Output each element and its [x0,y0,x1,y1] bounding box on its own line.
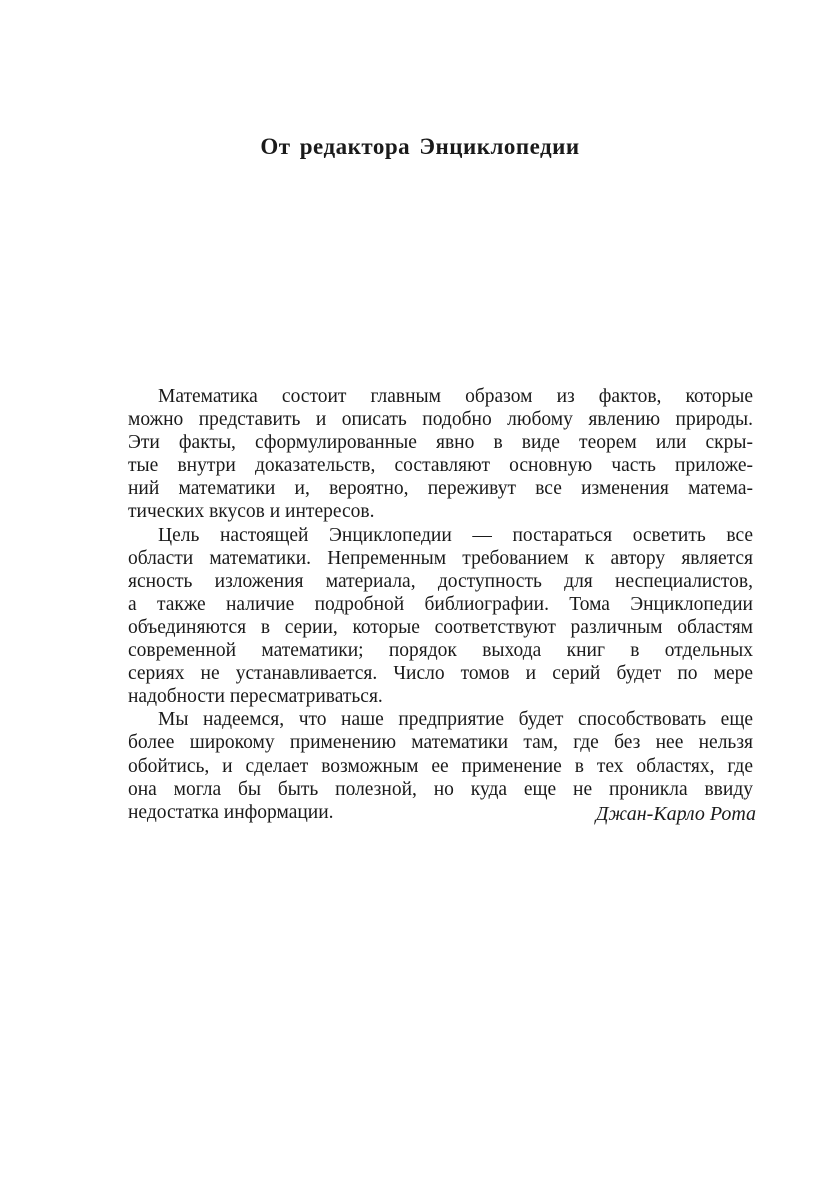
text-line: объединяются в серии, которые соответствуют различным областям [128,616,753,638]
page-title: От редактора Энциклопедии [260,134,580,159]
text-line: ний математики и, вероятно, переживут все изменения матема- [128,478,753,500]
text-line: Математика состоит главным образом из фактов, которые [158,386,753,407]
text-line: области математики. Непременным требованием к автору является [128,547,753,569]
text-line: Цель настоящей Энциклопедии — постараться осветить все [158,524,753,546]
author-signature: Джан-Карло Рота [595,803,756,825]
text-line: надобности пересматриваться. [128,686,383,708]
text-line: сериях не устанавливается. Число томов и серий будет по мере [128,663,753,685]
text-line: недостатка информации. [128,801,334,823]
text-line: ясность изложения материала, доступность для неспециалистов, [128,570,753,592]
text-line: Мы надеемся, что наше предприятие будет способствовать еще [158,709,753,731]
text-line: Эти факты, сформулированные явно в виде теорем или скры- [128,432,753,454]
text-line: современной математики; порядок выхода книг в отдельных [128,640,753,662]
text-line: а также наличие подробной библиографии. Тома Энциклопедии [128,593,753,615]
text-line: можно представить и описать подобно любому явлению природы. [128,409,753,431]
text-line: тые внутри доказательств, составляют основную часть приложе- [128,455,753,477]
text-line: тических вкусов и интересов. [128,501,375,523]
text-line: обойтись, и сделает возможным ее применение в тех областях, где [128,755,753,777]
text-line: более широкому применению математики там, где без нее нельзя [128,732,753,754]
text-line: она могла бы быть полезной, но куда еще не проникла ввиду [128,778,753,800]
body-text [128,385,753,824]
